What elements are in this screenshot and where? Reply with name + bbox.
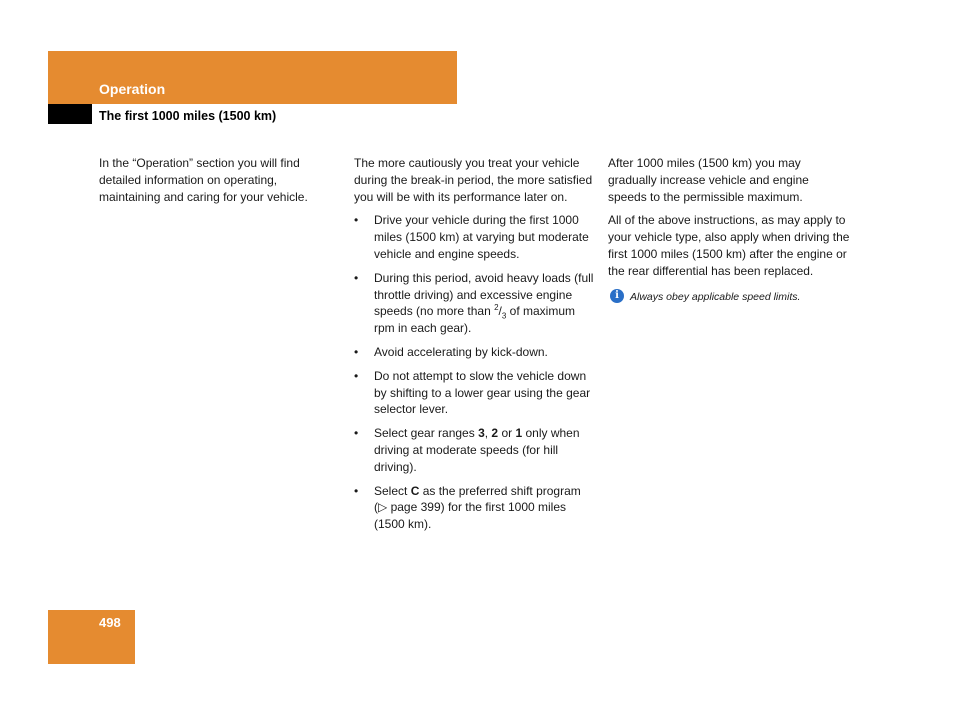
- break-in-bullet-list: [354, 212, 594, 533]
- list-item: [354, 212, 594, 262]
- page-reference-arrow-icon: ▷: [378, 500, 388, 515]
- gear-range-2: 2: [491, 426, 499, 441]
- list-item-text-pre: Select: [374, 483, 411, 498]
- fraction-denominator: 3: [501, 311, 507, 321]
- list-item: [354, 270, 594, 337]
- list-item-text: Drive your vehicle during the first 1000 miles (1500 km) at varying but moderate vehicle and engine speeds.: [374, 213, 589, 261]
- list-item-text-pre: During this period, avoid heavy loads (full throttle driving) and excessive engine speeds (no more than: [374, 270, 594, 319]
- info-note-text: Always obey applicable speed limits.: [630, 290, 801, 303]
- page-reference-link[interactable]: page 399: [387, 500, 441, 515]
- info-icon: i: [610, 289, 624, 303]
- section-tab-marker: [48, 104, 92, 124]
- bullet-icon: •: [354, 426, 359, 441]
- section-title: Operation: [99, 81, 166, 97]
- fraction-slash: /: [498, 304, 502, 319]
- separator: or: [498, 426, 516, 441]
- gear-range-1: 1: [515, 426, 523, 441]
- list-item-text-pre: Select gear ranges: [374, 426, 479, 441]
- list-item-text-post: ) for the first 1000 miles (1500 km).: [374, 500, 567, 532]
- list-item-text-mid: as the preferred shift program (: [374, 483, 581, 515]
- column-3: [608, 155, 850, 304]
- column-1: [99, 155, 339, 212]
- after-break-in-paragraph: After 1000 miles (1500 km) you may gradually increase vehicle and engine speeds to the permissible maximum.: [608, 156, 809, 204]
- bullet-icon: •: [354, 344, 359, 359]
- fraction-two-thirds: [494, 303, 507, 321]
- info-note: [608, 290, 850, 304]
- shift-program-c: C: [410, 483, 420, 498]
- break-in-paragraph: The more cautiously you treat your vehicle during the break-in period, the more satisfied you will be with its performance later on.: [354, 156, 593, 204]
- subsection-title: The first 1000 miles (1500 km): [99, 109, 277, 123]
- applicability-paragraph: All of the above instructions, as may apply to your vehicle type, also apply when driving the first 1000 miles (1500 km) after the engine or the rear differential has been replaced.: [608, 213, 850, 278]
- list-item: [354, 483, 594, 533]
- list-item-text-post: only when driving at moderate speeds (for hill driving).: [374, 426, 580, 474]
- list-item-text-post: of maximum rpm in each gear).: [374, 304, 576, 336]
- bullet-icon: •: [354, 483, 359, 498]
- list-item-text: Avoid accelerating by kick-down.: [374, 344, 548, 359]
- list-item-text: Do not attempt to slow the vehicle down by shifting to a lower gear using the gear selector lever.: [374, 368, 591, 417]
- list-item: [354, 368, 594, 418]
- bullet-icon: •: [354, 368, 359, 383]
- bullet-icon: •: [354, 213, 359, 228]
- list-item: [354, 344, 594, 361]
- gear-range-3: 3: [478, 426, 485, 441]
- page-number: 498: [99, 615, 121, 630]
- bullet-icon: •: [354, 270, 359, 285]
- column-2: [354, 155, 594, 540]
- list-item: [354, 425, 594, 475]
- separator: ,: [484, 426, 492, 441]
- intro-paragraph: In the “Operation” section you will find detailed information on operating, maintaining and caring for your vehicle.: [99, 156, 308, 204]
- fraction-numerator: 2: [494, 303, 499, 313]
- page-number-box: [48, 610, 135, 664]
